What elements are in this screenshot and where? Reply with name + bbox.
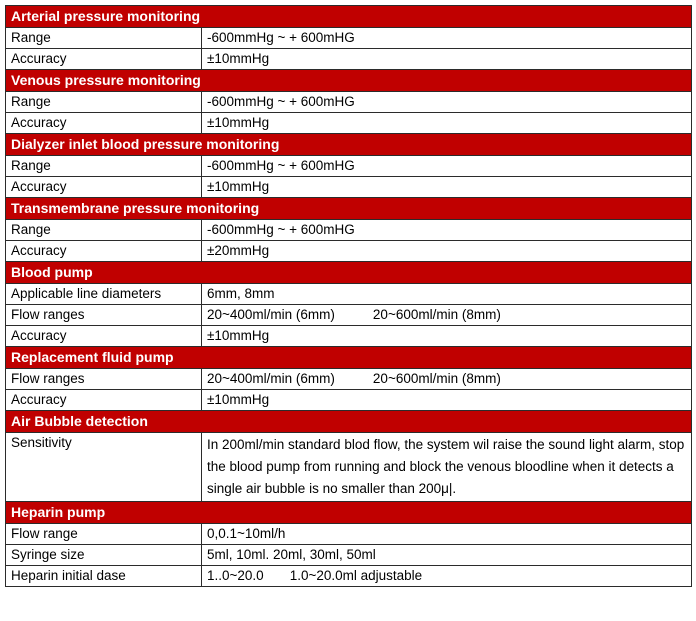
section-header-row (6, 347, 692, 369)
section-header-row (6, 411, 692, 433)
table-row (6, 566, 692, 587)
arterial-range-value: -600mmHg ~ + 600mHG (202, 28, 692, 49)
heparin-dose-value (202, 566, 692, 587)
table-row (6, 524, 692, 545)
heparin-syringe-label: Syringe size (6, 545, 202, 566)
arterial-accuracy-label: Accuracy (6, 49, 202, 70)
air-bubble-header: Air Bubble detection (6, 411, 692, 433)
section-header-row (6, 198, 692, 220)
dialyzer-range-value: -600mmHg ~ + 600mHG (202, 156, 692, 177)
section-header-row (6, 502, 692, 524)
blood-pump-flow-value (202, 305, 692, 326)
venous-range-value: -600mmHg ~ + 600mHG (202, 92, 692, 113)
table-row (6, 92, 692, 113)
venous-accuracy-value: ±10mmHg (202, 113, 692, 134)
dialyzer-accuracy-value: ±10mmHg (202, 177, 692, 198)
replacement-flow-value-8mm: 20~600ml/min (8mm) (372, 371, 501, 386)
replacement-accuracy-value: ±10mmHg (202, 390, 692, 411)
heparin-dose-value-adjustable: 1.0~20.0ml adjustable (289, 568, 423, 583)
heparin-flow-value: 0,0.1~10ml/h (202, 524, 692, 545)
blood-pump-diameters-label: Applicable line diameters (6, 284, 202, 305)
table-row (6, 156, 692, 177)
dialyzer-accuracy-label: Accuracy (6, 177, 202, 198)
section-header-row (6, 6, 692, 28)
transmembrane-header: Transmembrane pressure monitoring (6, 198, 692, 220)
spec-table (5, 5, 692, 587)
air-bubble-sensitivity-label: Sensitivity (6, 433, 202, 502)
replacement-accuracy-label: Accuracy (6, 390, 202, 411)
replacement-flow-value-6mm: 20~400ml/min (6mm) (207, 371, 335, 386)
arterial-accuracy-value: ±10mmHg (202, 49, 692, 70)
section-header-row (6, 134, 692, 156)
table-row (6, 390, 692, 411)
heparin-dose-label: Heparin initial dase (6, 566, 202, 587)
blood-pump-header: Blood pump (6, 262, 692, 284)
arterial-header: Arterial pressure monitoring (6, 6, 692, 28)
table-row (6, 220, 692, 241)
table-row (6, 284, 692, 305)
replacement-flow-value (202, 369, 692, 390)
table-row (6, 177, 692, 198)
heparin-syringe-value: 5ml, 10ml. 20ml, 30ml, 50ml (202, 545, 692, 566)
table-row (6, 305, 692, 326)
heparin-pump-header: Heparin pump (6, 502, 692, 524)
table-row (6, 545, 692, 566)
blood-pump-flow-value-8mm: 20~600ml/min (8mm) (372, 307, 501, 322)
blood-pump-diameters-value: 6mm, 8mm (202, 284, 692, 305)
transmembrane-accuracy-label: Accuracy (6, 241, 202, 262)
transmembrane-range-label: Range (6, 220, 202, 241)
blood-pump-flow-value-6mm: 20~400ml/min (6mm) (207, 307, 335, 322)
transmembrane-range-value: -600mmHg ~ + 600mHG (202, 220, 692, 241)
section-header-row (6, 262, 692, 284)
heparin-flow-label: Flow range (6, 524, 202, 545)
heparin-dose-value-range: 1..0~20.0 (207, 568, 264, 583)
venous-accuracy-label: Accuracy (6, 113, 202, 134)
replacement-pump-header: Replacement fluid pump (6, 347, 692, 369)
blood-pump-flow-label: Flow ranges (6, 305, 202, 326)
dialyzer-header: Dialyzer inlet blood pressure monitoring (6, 134, 692, 156)
venous-header: Venous pressure monitoring (6, 70, 692, 92)
blood-pump-accuracy-label: Accuracy (6, 326, 202, 347)
table-row (6, 241, 692, 262)
section-header-row (6, 70, 692, 92)
venous-range-label: Range (6, 92, 202, 113)
arterial-range-label: Range (6, 28, 202, 49)
table-row (6, 28, 692, 49)
blood-pump-accuracy-value: ±10mmHg (202, 326, 692, 347)
table-row (6, 326, 692, 347)
replacement-flow-label: Flow ranges (6, 369, 202, 390)
air-bubble-sensitivity-value: In 200ml/min standard blod flow, the system wil raise the sound light alarm, stop the blood pump from running and block the venous bloodline when it detects a single air bubble is no smaller than 200μ|. (202, 433, 692, 502)
dialyzer-range-label: Range (6, 156, 202, 177)
table-row (6, 113, 692, 134)
table-row (6, 49, 692, 70)
transmembrane-accuracy-value: ±20mmHg (202, 241, 692, 262)
table-row (6, 369, 692, 390)
table-row (6, 433, 692, 502)
